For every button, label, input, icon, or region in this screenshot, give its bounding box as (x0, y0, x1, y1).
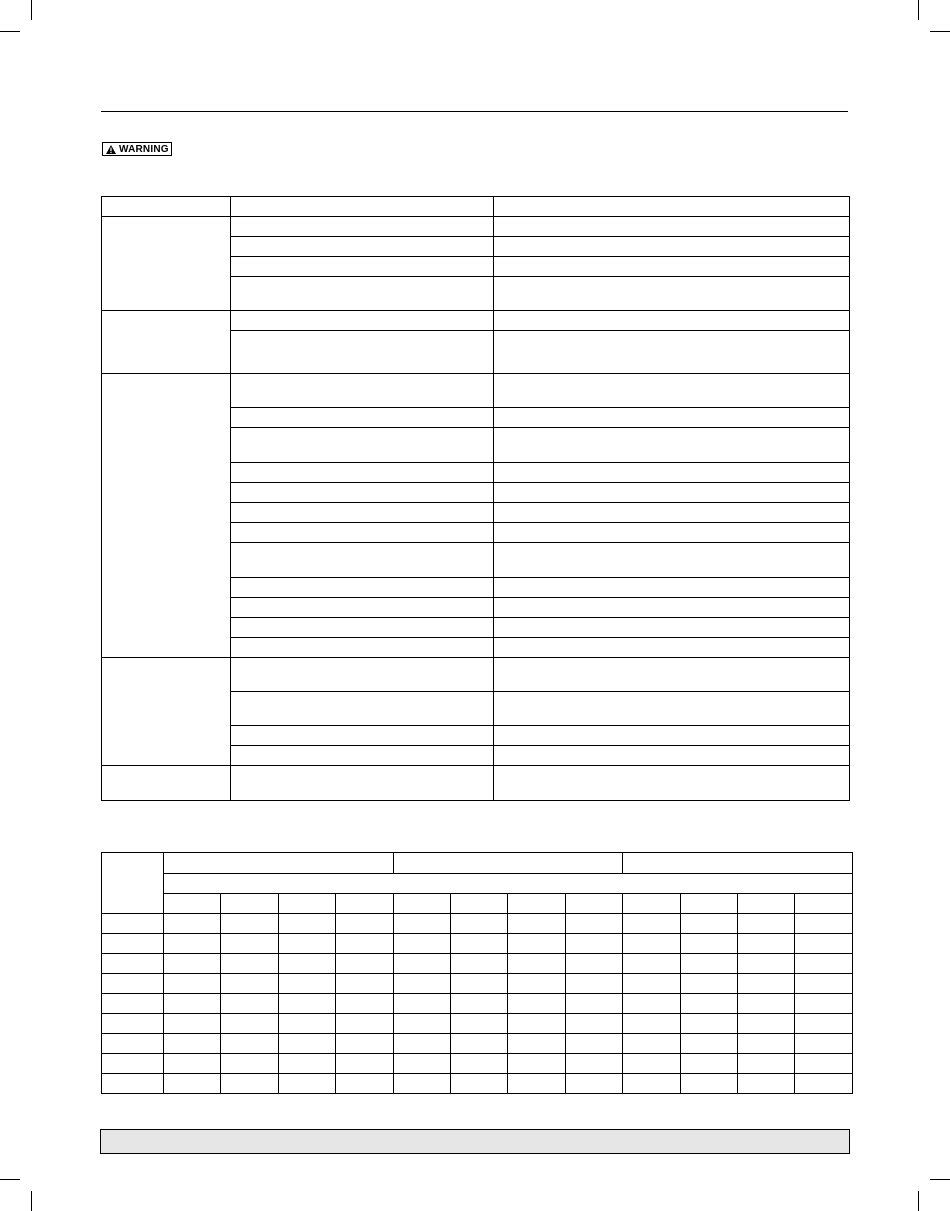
solution-cell (494, 692, 850, 726)
spec-row-label (102, 1074, 164, 1094)
solution-cell (494, 237, 850, 257)
spec-row (102, 994, 853, 1014)
solution-cell (494, 746, 850, 766)
spec-cell (164, 934, 221, 954)
solution-cell (494, 543, 850, 578)
spec-column-header (336, 894, 393, 914)
troubleshooting-table (101, 196, 850, 801)
crop-mark (918, 0, 919, 20)
spec-cell (393, 1034, 450, 1054)
spec-cell (623, 1054, 680, 1074)
table-row (102, 374, 850, 408)
spec-subheader (164, 874, 853, 894)
crop-mark (0, 1179, 20, 1180)
spec-column-header (508, 894, 565, 914)
spec-cell (164, 1054, 221, 1074)
table-header-row (102, 197, 850, 217)
solution-cell (494, 638, 850, 658)
spec-cell (623, 994, 680, 1014)
spec-cell (508, 1034, 565, 1054)
cause-cell (231, 638, 494, 658)
solution-cell (494, 311, 850, 331)
spec-cell (738, 934, 795, 954)
spec-cell (451, 954, 508, 974)
spec-cell (623, 1074, 680, 1094)
spec-cell (680, 1034, 737, 1054)
spec-cell (336, 914, 393, 934)
solution-cell (494, 217, 850, 237)
spec-cell (336, 1054, 393, 1074)
spec-row-label (102, 1054, 164, 1074)
spec-cell (738, 1014, 795, 1034)
solution-cell (494, 523, 850, 543)
spec-row (102, 1074, 853, 1094)
spec-cell (278, 934, 335, 954)
symptom-cell (102, 374, 231, 658)
spec-cell (623, 1014, 680, 1034)
cause-cell (231, 523, 494, 543)
cause-cell (231, 746, 494, 766)
spec-cell (278, 994, 335, 1014)
crop-mark (0, 31, 20, 32)
spec-cell (393, 994, 450, 1014)
spec-cell (623, 1034, 680, 1054)
spec-cell (680, 994, 737, 1014)
header-cell (102, 197, 231, 217)
spec-row (102, 954, 853, 974)
spec-row (102, 1034, 853, 1054)
spec-cell (393, 974, 450, 994)
spec-cell (278, 1074, 335, 1094)
spec-cell (221, 914, 278, 934)
spec-cell (508, 1054, 565, 1074)
cause-cell (231, 311, 494, 331)
spec-cell (565, 1054, 622, 1074)
spec-subheader-row (102, 874, 853, 894)
spec-cell (565, 1014, 622, 1034)
solution-cell (494, 408, 850, 428)
spec-cell (164, 974, 221, 994)
solution-cell (494, 578, 850, 598)
spec-cell (221, 994, 278, 1014)
spec-group-header (393, 853, 623, 874)
spec-cell (623, 974, 680, 994)
spec-column-header (623, 894, 680, 914)
spec-cell (738, 954, 795, 974)
spec-cell (623, 914, 680, 934)
spec-cell (164, 994, 221, 1014)
warning-triangle-icon (106, 145, 116, 154)
spec-group-header (623, 853, 853, 874)
spec-cell (336, 994, 393, 1014)
cause-cell (231, 618, 494, 638)
header-rule (101, 111, 848, 112)
cause-cell (231, 331, 494, 374)
solution-cell (494, 618, 850, 638)
cause-cell (231, 428, 494, 463)
spec-cell (451, 1034, 508, 1054)
solution-cell (494, 257, 850, 277)
table-row (102, 311, 850, 331)
symptom-cell (102, 766, 231, 801)
spec-cell (336, 954, 393, 974)
crop-mark (31, 1191, 32, 1211)
spec-cell (336, 1014, 393, 1034)
symptom-cell (102, 217, 231, 311)
warning-badge (102, 142, 172, 156)
cause-cell (231, 726, 494, 746)
spec-row (102, 934, 853, 954)
spec-cell (451, 1054, 508, 1074)
spec-cell (278, 1054, 335, 1074)
table-row (102, 658, 850, 692)
spec-cell (795, 1014, 852, 1034)
spec-cell (164, 1074, 221, 1094)
spec-cell (451, 974, 508, 994)
spec-cell (164, 954, 221, 974)
spec-cell (164, 1014, 221, 1034)
spec-cell (795, 1074, 852, 1094)
solution-cell (494, 374, 850, 408)
cause-cell (231, 463, 494, 483)
cause-cell (231, 408, 494, 428)
spec-cell (565, 914, 622, 934)
spec-cell (164, 914, 221, 934)
spec-cell (164, 1034, 221, 1054)
spec-cell (278, 954, 335, 974)
solution-cell (494, 483, 850, 503)
spec-cell (393, 914, 450, 934)
solution-cell (494, 726, 850, 746)
spec-row-label (102, 974, 164, 994)
spec-cell (680, 914, 737, 934)
spec-cell (451, 914, 508, 934)
spec-cell (508, 1014, 565, 1034)
cause-cell (231, 543, 494, 578)
cause-cell (231, 578, 494, 598)
spec-cell (278, 1034, 335, 1054)
spec-column-header (278, 894, 335, 914)
spec-table (101, 852, 853, 1094)
cause-cell (231, 237, 494, 257)
spec-row-label (102, 914, 164, 934)
solution-cell (494, 598, 850, 618)
spec-cell (565, 934, 622, 954)
spec-cell (451, 934, 508, 954)
solution-cell (494, 463, 850, 483)
cause-cell (231, 374, 494, 408)
spec-cell (451, 994, 508, 1014)
spec-cell (795, 914, 852, 934)
spec-row-label (102, 934, 164, 954)
header-cell (231, 197, 494, 217)
spec-cell (221, 974, 278, 994)
spec-cell (451, 1014, 508, 1034)
symptom-cell (102, 311, 231, 374)
spec-column-header (221, 894, 278, 914)
spec-row (102, 974, 853, 994)
solution-cell (494, 503, 850, 523)
cause-cell (231, 483, 494, 503)
cause-cell (231, 598, 494, 618)
cause-cell (231, 503, 494, 523)
spec-cell (738, 994, 795, 1014)
spec-cell (451, 1074, 508, 1094)
spec-row-label (102, 1014, 164, 1034)
spec-column-header-row (102, 894, 853, 914)
spec-cell (680, 1014, 737, 1034)
warning-label: WARNING (119, 143, 169, 155)
spec-group-header-row (102, 853, 853, 874)
spec-cell (336, 1034, 393, 1054)
spec-cell (393, 934, 450, 954)
spec-row-label (102, 954, 164, 974)
spec-column-header (680, 894, 737, 914)
spec-column-header (795, 894, 852, 914)
spec-cell (278, 1014, 335, 1034)
crop-mark (918, 1191, 919, 1211)
spec-cell (795, 1054, 852, 1074)
spec-column-header (738, 894, 795, 914)
spec-cell (221, 1034, 278, 1054)
spec-row-label (102, 994, 164, 1014)
spec-cell (508, 1074, 565, 1094)
spec-cell (221, 954, 278, 974)
solution-cell (494, 766, 850, 801)
spec-cell (795, 994, 852, 1014)
spec-cell (336, 934, 393, 954)
footer-bar (100, 1129, 850, 1154)
crop-mark (930, 1179, 950, 1180)
spec-cell (565, 994, 622, 1014)
spec-cell (508, 994, 565, 1014)
spec-cell (221, 1074, 278, 1094)
spec-cell (738, 1054, 795, 1074)
spec-cell (623, 954, 680, 974)
crop-mark (930, 31, 950, 32)
cause-cell (231, 277, 494, 311)
spec-cell (508, 974, 565, 994)
spec-cell (565, 974, 622, 994)
spec-cell (623, 934, 680, 954)
spec-cell (680, 1054, 737, 1074)
spec-cell (336, 974, 393, 994)
spec-cell (508, 954, 565, 974)
spec-cell (278, 974, 335, 994)
spec-cell (680, 1074, 737, 1094)
spec-cell (221, 934, 278, 954)
spec-cell (221, 1054, 278, 1074)
spec-cell (680, 954, 737, 974)
spec-cell (738, 914, 795, 934)
solution-cell (494, 277, 850, 311)
cause-cell (231, 217, 494, 237)
spec-cell (221, 1014, 278, 1034)
table-row (102, 217, 850, 237)
spec-cell (565, 1034, 622, 1054)
cause-cell (231, 257, 494, 277)
spec-cell (738, 1034, 795, 1054)
solution-cell (494, 331, 850, 374)
spec-cell (738, 974, 795, 994)
solution-cell (494, 658, 850, 692)
spec-cell (738, 1074, 795, 1094)
spec-cell (565, 1074, 622, 1094)
spec-row (102, 1054, 853, 1074)
spec-column-header (565, 894, 622, 914)
solution-cell (494, 428, 850, 463)
spec-group-header (164, 853, 394, 874)
spec-column-header (164, 894, 221, 914)
cause-cell (231, 692, 494, 726)
cause-cell (231, 766, 494, 801)
spec-cell (795, 934, 852, 954)
spec-column-header (451, 894, 508, 914)
spec-cell (795, 954, 852, 974)
spec-row (102, 914, 853, 934)
symptom-cell (102, 658, 231, 766)
spec-cell (680, 974, 737, 994)
spec-cell (795, 974, 852, 994)
spec-cell (680, 934, 737, 954)
spec-cell (393, 954, 450, 974)
spec-cell (393, 1074, 450, 1094)
crop-mark (31, 0, 32, 20)
spec-cell (508, 914, 565, 934)
header-cell (494, 197, 850, 217)
spec-row (102, 1014, 853, 1034)
spec-corner-cell (102, 853, 164, 914)
cause-cell (231, 658, 494, 692)
spec-cell (393, 1054, 450, 1074)
table-row (102, 766, 850, 801)
spec-cell (795, 1034, 852, 1054)
spec-cell (508, 934, 565, 954)
spec-cell (336, 1074, 393, 1094)
spec-column-header (393, 894, 450, 914)
spec-cell (393, 1014, 450, 1034)
spec-row-label (102, 1034, 164, 1054)
spec-cell (278, 914, 335, 934)
spec-cell (565, 954, 622, 974)
